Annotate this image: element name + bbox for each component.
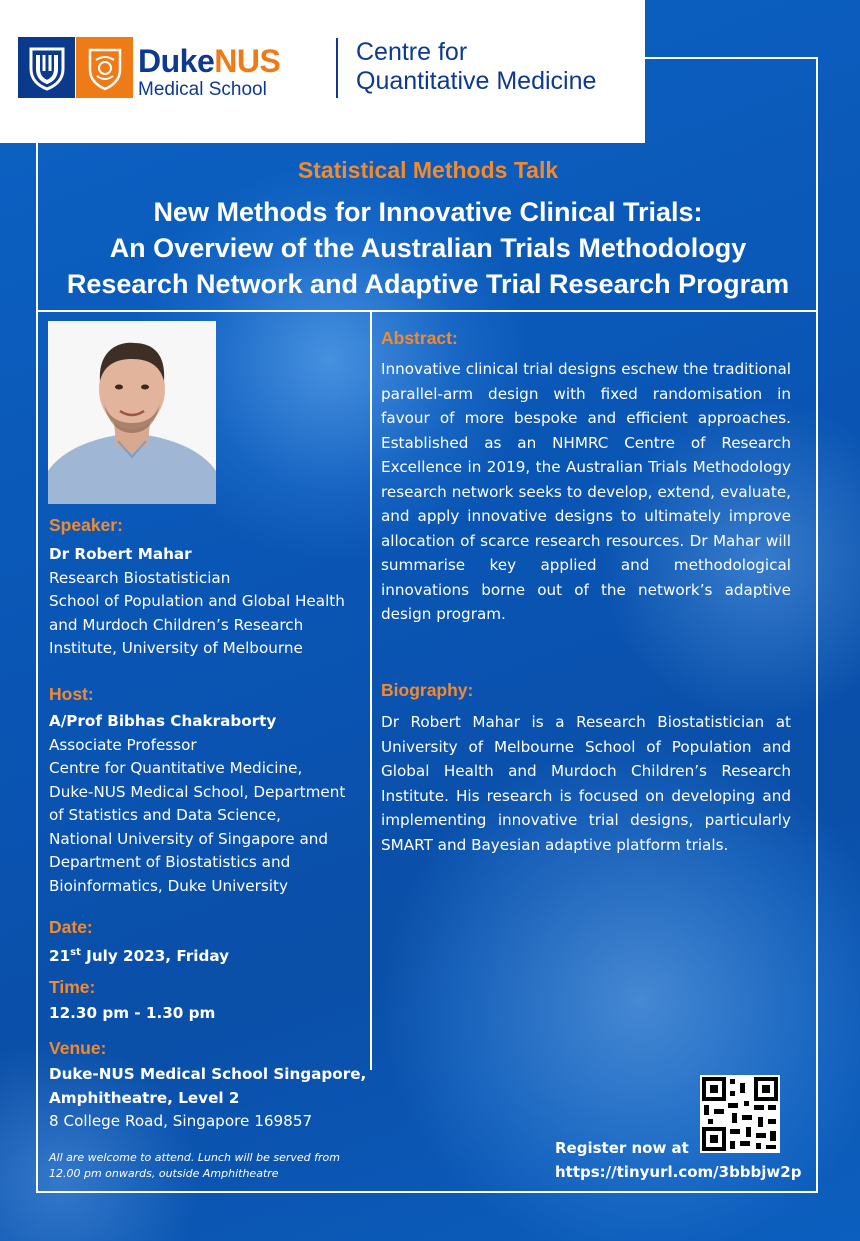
speaker-details [49, 543, 345, 661]
speaker-line: School of Population and Global Health [49, 592, 345, 610]
speaker-photo [48, 321, 216, 504]
duke-shield-logo [18, 37, 75, 98]
host-name: A/Prof Bibhas Chakraborty [49, 712, 277, 730]
frame-right [816, 57, 818, 1193]
host-line: Department of Biostatistics and [49, 853, 291, 871]
time-heading: Time: [49, 977, 96, 997]
host-line: of Statistics and Data Science, [49, 806, 281, 824]
venue-heading: Venue: [49, 1038, 107, 1058]
brand-subtitle: Medical School [138, 79, 267, 100]
host-line: Duke-NUS Medical School, Department [49, 782, 346, 801]
host-line: Associate Professor [49, 735, 197, 754]
centre-title: Centre for Quantitative Medicine [356, 38, 597, 95]
venue-line: Duke-NUS Medical School Singapore, [49, 1065, 367, 1083]
nus-crest-logo [76, 37, 133, 98]
brand-name: DukeNUS [138, 43, 281, 79]
biography-heading: Biography: [381, 680, 474, 700]
speaker-name: Dr Robert Mahar [49, 545, 192, 563]
host-heading: Host: [49, 684, 94, 704]
venue-address: 8 College Road, Singapore 169857 [49, 1112, 313, 1130]
talk-series-label: Statistical Methods Talk [297, 157, 559, 183]
date-value: 21st July 2023, Friday [49, 947, 229, 966]
date-heading: Date: [49, 917, 93, 937]
speaker-line: Research Biostatistician [49, 568, 231, 587]
speaker-line: Institute, University of Melbourne [49, 639, 303, 657]
register-link[interactable]: https://tinyurl.com/3bbbjw2p [555, 1163, 802, 1181]
abstract-text: Innovative clinical trial designs eschew the traditional parallel-arm design with fixed randomisation in favour of more bespoke and efficient approaches. Established as an NHMRC Centre of Research Excellence in 2019, the Australian Trials Methodology research network seeks to develop, extend, evaluate, and apply innovative designs to ultimately improve allocation of scarce research resources. Dr Mahar will summarise key applied and methodological innovations borne out of the network’s adaptive design program. [381, 360, 791, 623]
host-line: Centre for Quantitative Medicine, [49, 759, 303, 777]
abstract-heading: Abstract: [381, 328, 458, 348]
time-value: 12.30 pm - 1.30 pm [49, 1004, 216, 1022]
host-line: National University of Singapore and [49, 829, 329, 848]
speaker-heading: Speaker: [49, 515, 123, 535]
register-label: Register now at [555, 1139, 689, 1157]
talk-title: New Methods for Innovative Clinical Trials: An Overview of the Australian Trials Methodology Research Network and Adaptive Trial Research Program [66, 197, 790, 299]
header-bar [0, 0, 645, 143]
register-block [555, 1136, 801, 1184]
frame-top-right [645, 57, 818, 59]
frame-bottom [36, 1191, 818, 1193]
title-divider [36, 310, 818, 312]
speaker-line: and Murdoch Children’s Research [49, 615, 304, 634]
header-divider [336, 38, 338, 98]
column-divider [370, 310, 372, 1070]
biography-text: Dr Robert Mahar is a Research Biostatistician at University of Melbourne School of Population and Global Health and Murdoch Children’s Research Institute. His research is focused on developing and implementing innovative trial designs, particularly SMART and Bayesian adaptive platform trials. [381, 713, 791, 854]
attendance-note: All are welcome to attend. Lunch will be served from 12.00 pm onwards, outside Amphitheatre [49, 1151, 340, 1180]
venue-details [49, 1063, 366, 1134]
host-details [49, 710, 345, 898]
host-line: Bioinformatics, Duke University [49, 876, 288, 895]
frame-left [36, 143, 38, 1193]
venue-line: Amphitheatre, Level 2 [49, 1088, 240, 1107]
